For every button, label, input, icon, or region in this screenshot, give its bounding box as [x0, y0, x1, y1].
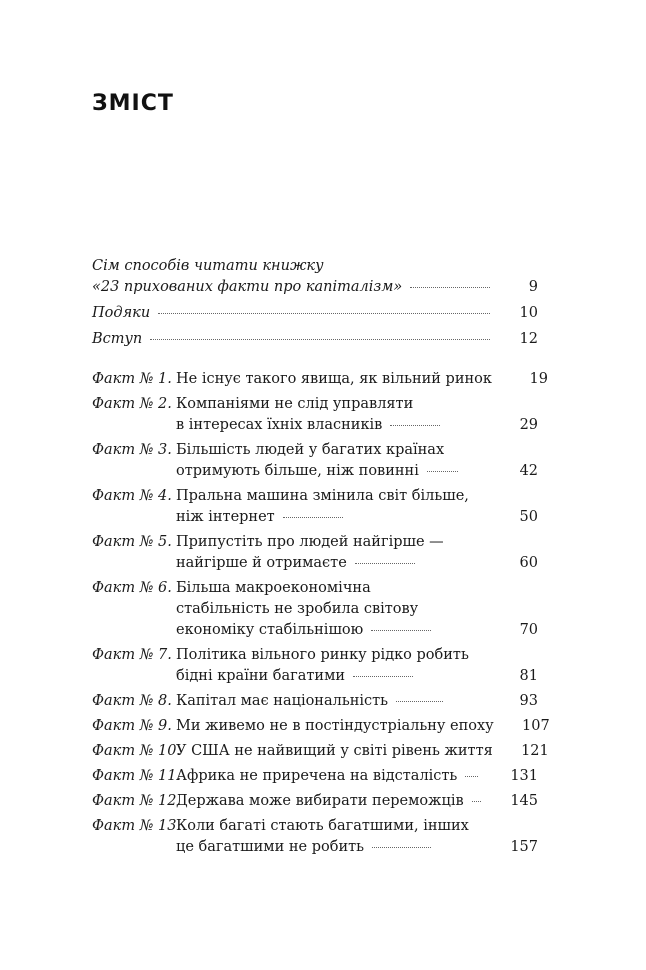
fact-label: Факт № 12. — [92, 793, 182, 809]
front-matter-list — [92, 256, 538, 355]
toc-page-number: 107 — [522, 718, 550, 734]
toc-page-number: 121 — [521, 743, 549, 759]
fact-label: Факт № 13. — [92, 818, 182, 834]
toc-fact-entry — [92, 691, 538, 712]
toc-fact-entry — [92, 486, 538, 528]
toc-page-number: 157 — [510, 839, 538, 855]
dot-leader — [396, 701, 443, 702]
dot-leader — [150, 339, 490, 340]
fact-title: Держава може вибирати переможців — [176, 793, 464, 809]
toc-page-number: 93 — [519, 693, 538, 709]
dot-leader — [472, 801, 481, 802]
dot-leader — [355, 563, 415, 564]
fact-label: Факт № 8. — [92, 693, 172, 709]
fact-label: Факт № 1. — [92, 371, 172, 387]
fact-title: отримують більше, ніж повинні — [176, 463, 419, 479]
fact-title: економіку стабільнішою — [176, 622, 364, 638]
toc-page-number: 42 — [519, 463, 539, 479]
fact-title: Пральна машина змінила світ більше, — [176, 488, 469, 504]
dot-leader — [427, 471, 459, 472]
fact-label: Факт № 5. — [92, 534, 172, 550]
toc-entry — [92, 303, 538, 324]
toc-fact-entry — [92, 816, 538, 858]
toc-page-number: 81 — [519, 668, 538, 684]
toc-fact-entry — [92, 766, 538, 787]
fact-title: Компаніями не слід управляти — [176, 396, 414, 412]
toc-page-number: 29 — [519, 417, 539, 433]
toc-page-number: 9 — [528, 279, 538, 295]
toc-entry-title: Вступ — [92, 331, 143, 347]
fact-title: Припустіть про людей найгірше — — [176, 534, 444, 550]
fact-title: Політика вільного ринку рідко робить — [176, 647, 469, 663]
toc-fact-entry — [92, 440, 538, 482]
fact-title: в інтересах їхніх власників — [176, 417, 383, 433]
fact-title: Африка не приречена на відсталість — [176, 768, 458, 784]
dot-leader — [372, 847, 431, 848]
dot-leader — [353, 676, 413, 677]
toc-page-number: 50 — [519, 509, 538, 525]
fact-title: Більшість людей у багатих країнах — [176, 442, 445, 458]
fact-label: Факт № 6. — [92, 580, 172, 596]
toc-page-number: 131 — [510, 768, 539, 784]
toc-fact-entry — [92, 532, 538, 574]
toc-entry-title: Сім способів читати книжку — [92, 258, 324, 274]
fact-label: Факт № 4. — [92, 488, 172, 504]
dot-leader — [390, 425, 440, 426]
toc-entry-title: Подяки — [92, 305, 151, 321]
toc-entry — [92, 329, 538, 350]
toc-page-number: 12 — [519, 331, 538, 347]
fact-label: Факт № 7. — [92, 647, 172, 663]
toc-fact-entry — [92, 716, 550, 737]
dot-leader — [371, 630, 430, 631]
toc-entry-title: «23 прихованих факти про капіталізм» — [92, 279, 403, 295]
fact-title: бідні країни багатими — [176, 668, 346, 684]
fact-title: ніж інтернет — [176, 509, 275, 525]
toc-fact-entry — [92, 791, 538, 812]
toc-fact-entry — [92, 394, 538, 436]
toc-page-number: 19 — [529, 371, 548, 387]
fact-label: Факт № 11. — [92, 768, 182, 784]
fact-title: стабільність не зробила світову — [176, 601, 419, 617]
toc-fact-entry — [92, 645, 538, 687]
dot-leader — [158, 313, 490, 314]
fact-title: найгірше й отримаєте — [176, 555, 347, 571]
fact-title: У США не найвищий у світі рівень життя — [176, 743, 493, 759]
dot-leader — [283, 517, 343, 518]
toc-page-number: 10 — [519, 305, 538, 321]
dot-leader — [465, 776, 477, 777]
fact-title: Капітал має національність — [176, 693, 389, 709]
dot-leader — [410, 287, 490, 288]
fact-title: Більша макроекономічна — [176, 580, 371, 596]
toc-page-number: 60 — [519, 555, 538, 571]
fact-title: Коли багаті стають багатшими, інших — [176, 818, 469, 834]
fact-label: Факт № 10. — [92, 743, 182, 759]
fact-title: це багатшими не робить — [176, 839, 365, 855]
fact-label: Факт № 3. — [92, 442, 172, 458]
toc-fact-entry — [92, 741, 549, 762]
toc-page-number: 145 — [510, 793, 538, 809]
toc-fact-entry — [92, 369, 548, 390]
page-title: ЗМІСТ — [92, 91, 174, 116]
fact-title: Ми живемо не в постіндустріальну епоху — [176, 718, 494, 734]
toc-fact-entry — [92, 578, 538, 641]
toc-page-number: 70 — [519, 622, 539, 638]
fact-label: Факт № 9. — [92, 718, 172, 734]
fact-title: Не існує такого явища, як вільний ринок — [176, 371, 492, 387]
fact-label: Факт № 2. — [92, 396, 172, 412]
toc-entry — [92, 256, 538, 298]
facts-list — [92, 369, 550, 862]
